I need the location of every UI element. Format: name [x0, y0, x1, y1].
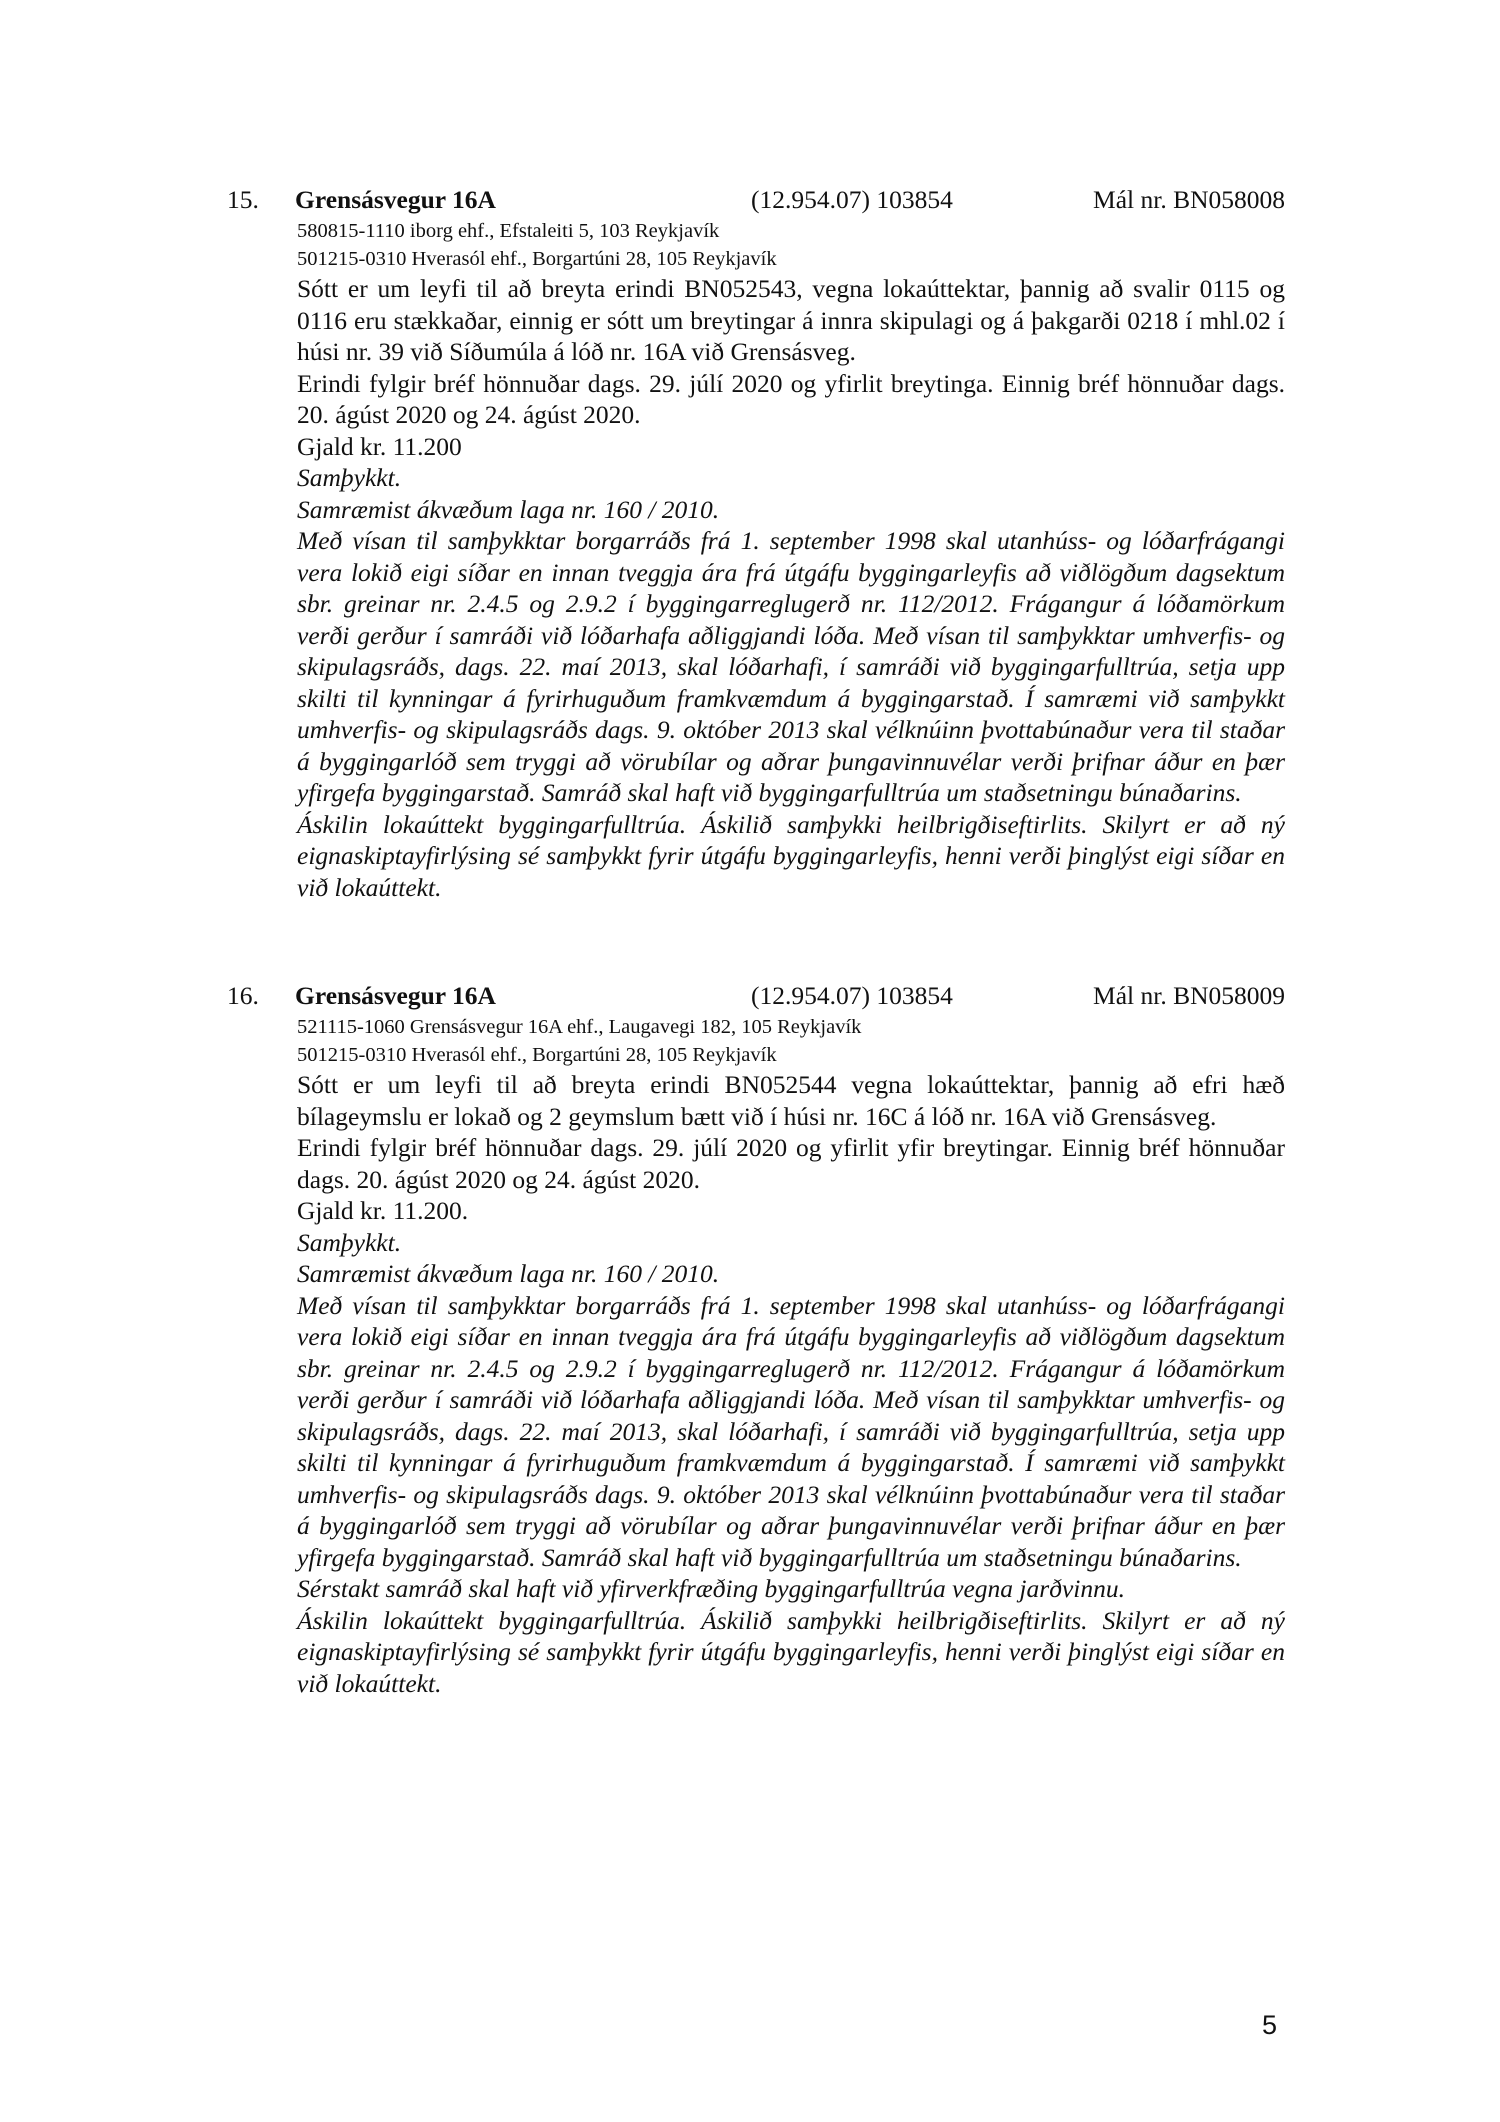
land-number: (12.954.07) 103854: [751, 981, 953, 1010]
land-number: (12.954.07) 103854: [751, 185, 953, 214]
entry-address: Grensásvegur 16A: [295, 981, 496, 1010]
law-reference: Samræmist ákvæðum laga nr. 160 / 2010.: [297, 494, 720, 524]
final-conditions: Áskilin lokaúttekt byggingarfulltrúa. Áskilið samþykki heilbrigðiseftirlits. Skilyrt er að ný eignaskiptayfirlýsing sé samþykkt fyrir útgáfu byggingarleyfis, henni verði þinglýst eigi síðar en við lokaúttekt.: [297, 809, 1285, 902]
description: Sótt er um leyfi til að breyta erindi BN052544 vegna lokaúttektar, þannig að efri hæð bílageymslu er lokað og 2 geymslum bætt við í húsi nr. 16C á lóð nr. 16A við Grensásveg.: [297, 1070, 1285, 1131]
case-number: Mál nr. BN058009: [1093, 981, 1285, 1010]
fee: Gjald kr. 11.200: [297, 431, 462, 461]
attachments: Erindi fylgir bréf hönnuðar dags. 29. júlí 2020 og yfirlit yfir breytingar. Einnig bréf hönnuðar dags. 20. ágúst 2020 og 24. ágúst 2020.: [297, 1133, 1285, 1194]
description: Sótt er um leyfi til að breyta erindi BN052543, vegna lokaúttektar, þannig að svalir 0115 og 0116 eru stækkaðar, einnig er sótt um breytingar á innra skipulagi og á þakgarði 0218 í mhl.02 í húsi nr. 39 við Síðumúla á lóð nr. 16A við Grensásveg.: [297, 274, 1285, 366]
entry-header: [227, 979, 1285, 1013]
case-number: Mál nr. BN058008: [1093, 185, 1285, 214]
entry-16: [227, 979, 1285, 1699]
page-number: 5: [1262, 2010, 1278, 2040]
entry-body: [297, 1013, 1285, 1699]
final-conditions: Áskilin lokaúttekt byggingarfulltrúa. Áskilið samþykki heilbrigðiseftirlits. Skilyrt er að ný eignaskiptayfirlýsing sé samþykkt fyrir útgáfu byggingarleyfis, henni verði þinglýst eigi síðar en við lokaúttekt.: [297, 1605, 1285, 1698]
entry-address: Grensásvegur 16A: [295, 185, 496, 214]
owner-line: 501215-0310 Hverasól ehf., Borgartúni 28, 105 Reykjavík: [297, 1044, 777, 1066]
entry-number: 15.: [227, 185, 259, 214]
entry-number: 16.: [227, 981, 259, 1010]
decision: Samþykkt.: [297, 1227, 402, 1257]
fee: Gjald kr. 11.200.: [297, 1196, 469, 1225]
owner-line: 580815-1110 iborg ehf., Efstaleiti 5, 103 Reykjavík: [297, 220, 720, 242]
entry-header: [227, 183, 1285, 217]
decision: Samþykkt.: [297, 463, 402, 492]
conditions: Með vísan til samþykktar borgarráðs frá 1. september 1998 skal utanhúss- og lóðarfrágangi vera lokið eigi síðar en innan tveggja ára frá útgáfu byggingarleyfis að viðlögðum dagsektum sbr. greinar nr. 2.4.5 og 2.9.2 í byggingarreglugerð nr. 112/2012. Frágangur á lóðamörkum verði gerður í samráði við lóðarhafa aðliggjandi lóða. Með vísan til samþykktar umhverfis- og skipulagsráðs, dags. 22. maí 2013, skal lóðarhafi, í samráði við byggingarfulltrúa, setja upp skilti til kynningar á fyrirhuguðum framkvæmdum á byggingarstað. Í samræmi við samþykkt umhverfis- og skipulagsráðs dags. 9. október 2013 skal vélknúinn þvottabúnaður vera til staðar á byggingarlóð sem tryggi að vörubílar og aðrar þungavinnuvélar verði þrifnar áður en þær yfirgefa byggingarstað. Samráð skal haft við byggingarfulltrúa um staðsetningu búnaðarins.: [297, 1290, 1285, 1572]
owner-line: 501215-0310 Hverasól ehf., Borgartúni 28, 105 Reykjavík: [297, 248, 777, 270]
entry-15: [227, 183, 1285, 903]
extra-condition: Sérstakt samráð skal haft við yfirverkfræðing byggingarfulltrúa vegna jarðvinnu.: [297, 1574, 1125, 1603]
conditions: Með vísan til samþykktar borgarráðs frá 1. september 1998 skal utanhúss- og lóðarfrágangi vera lokið eigi síðar en innan tveggja ára frá útgáfu byggingarleyfis að viðlögðum dagsektum sbr. greinar nr. 2.4.5 og 2.9.2 í byggingarreglugerð nr. 112/2012. Frágangur á lóðamörkum verði gerður í samráði við lóðarhafa aðliggjandi lóða. Með vísan til samþykktar umhverfis- og skipulagsráðs, dags. 22. maí 2013, skal lóðarhafi, í samráði við byggingarfulltrúa, setja upp skilti til kynningar á fyrirhuguðum framkvæmdum á byggingarstað. Í samræmi við samþykkt umhverfis- og skipulagsráðs dags. 9. október 2013 skal vélknúinn þvottabúnaður vera til staðar á byggingarlóð sem tryggi að vörubílar og aðrar þungavinnuvélar verði þrifnar áður en þær yfirgefa byggingarstað. Samráð skal haft við byggingarfulltrúa um staðsetningu búnaðarins.: [297, 526, 1285, 807]
attachments: Erindi fylgir bréf hönnuðar dags. 29. júlí 2020 og yfirlit breytinga. Einnig bréf hönnuðar dags. 20. ágúst 2020 og 24. ágúst 2020.: [297, 368, 1285, 429]
law-reference: Samræmist ákvæðum laga nr. 160 / 2010.: [297, 1259, 720, 1288]
entry-body: [297, 217, 1285, 903]
owner-line: 521115-1060 Grensásvegur 16A ehf., Laugavegi 182, 105 Reykjavík: [297, 1016, 862, 1038]
